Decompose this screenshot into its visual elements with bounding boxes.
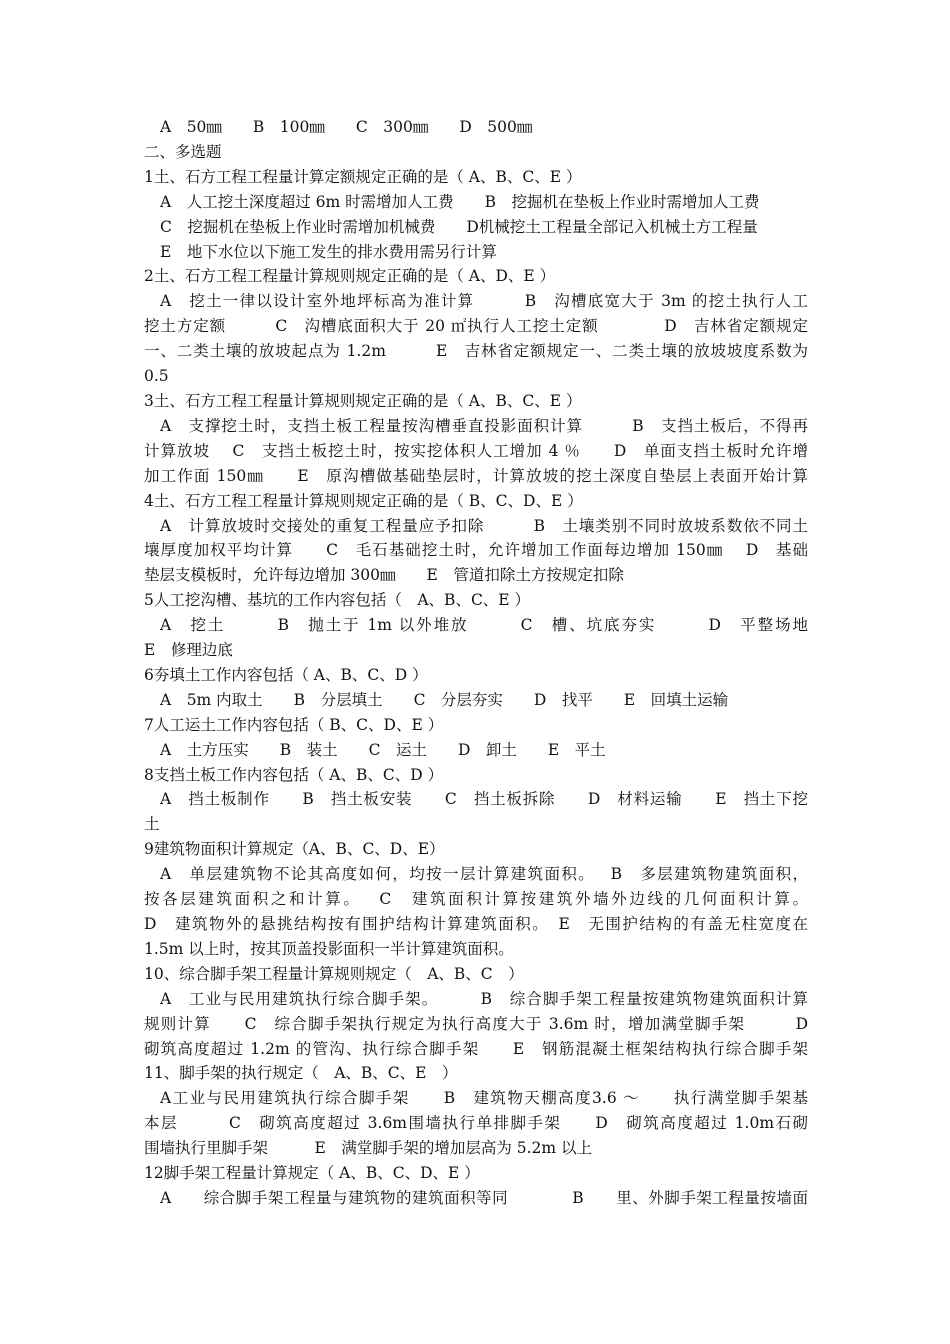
text-line: 1.5m 以上时，按其顶盖投影面积一半计算建筑面积。	[144, 939, 514, 958]
text-line: A 土方压实 B 装土 C 运土 D 卸土 E 平土	[160, 740, 606, 759]
text-line: C 挖掘机在垫板上作业时需增加机械费 D机械挖土工程量全部记入机械土方工程量	[160, 217, 758, 236]
text-line: A 5m 内取土 B 分层填土 C 分层夯实 D 找平 E 回填土运输	[160, 690, 729, 709]
text-line: 5人工挖沟槽、基坑的工作内容包括（ A、B、C、E ）	[144, 591, 531, 610]
text-line: A 人工挖土深度超过 6m 时需增加人工费 B 挖掘机在垫板上作业时需增加人工费	[160, 192, 760, 211]
text-line: 土	[144, 815, 160, 834]
text-line: A 50㎜ B 100㎜ C 300㎜ D 500㎜	[160, 118, 533, 136]
text-line: D 建筑物外的悬挑结构按有围护结构计算建筑面积。 E 无围护结构的有盖无柱宽度在	[144, 915, 808, 933]
text-line: A 综合脚手架工程量与建筑物的建筑面积等同 B 里、外脚手架工程量按墙面	[160, 1188, 808, 1207]
text-line: 本层 C 砌筑高度超过 3.6m围墙执行单排脚手架 D 砌筑高度超过 1.0m石砌	[144, 1114, 808, 1133]
text-line: 0.5	[144, 367, 169, 386]
text-line: A 支撑挖土时，支挡土板工程量按沟槽垂直投影面积计算 B 支挡土板后，不得再	[160, 416, 808, 435]
text-line: A 单层建筑物不论其高度如何，均按一层计算建筑面积。 B 多层建筑物建筑面积，	[160, 865, 808, 884]
text-line: 壤厚度加权平均计算 C 毛石基础挖土时，允许增加工作面每边增加 150㎜ D 基础	[144, 541, 808, 560]
text-line: 垫层支模板时，允许每边增加 300㎜ E 管道扣除土方按规定扣除	[144, 566, 624, 585]
text-line: 挖土方定额 C 沟槽底面积大于 20 ㎡执行人工挖土定额 D 吉林省定额规定	[144, 317, 808, 336]
text-line: 1土、石方工程工程量计算定额规定正确的是（ A、B、C、E ）	[144, 167, 582, 186]
text-line: E 修理边底	[144, 641, 233, 660]
document-body	[144, 115, 808, 1211]
text-line: 规则计算 C 综合脚手架执行规定为执行高度大于 3.6m 时，增加满堂脚手架 D	[144, 1014, 808, 1033]
text-line: A工业与民用建筑执行综合脚手架 B 建筑物天棚高度3.6 ～ 执行满堂脚手架基	[160, 1089, 808, 1108]
text-line: 3土、石方工程工程量计算规则规定正确的是（ A、B、C、E ）	[144, 391, 582, 410]
text-line: 砌筑高度超过 1.2m 的管沟、执行综合脚手架 E 钢筋混凝土框架结构执行综合脚手架	[144, 1039, 808, 1058]
text-line: 围墙执行里脚手架 E 满堂脚手架的增加层高为 5.2m 以上	[144, 1139, 593, 1158]
text-line: 计算放坡 C 支挡土板挖土时，按实挖体积人工增加 4 ％ D 单面支挡土板时允许增	[144, 441, 808, 460]
text-line: E 地下水位以下施工发生的排水费用需另行计算	[160, 242, 497, 261]
text-line: 2土、石方工程工程量计算规则规定正确的是（ A、D、E ）	[144, 267, 556, 286]
text-line: 12脚手架工程量计算规定（ A、B、C、D、E ）	[144, 1164, 480, 1183]
text-line: A 工业与民用建筑执行综合脚手架。 B 综合脚手架工程量按建筑物建筑面积计算	[160, 989, 808, 1008]
text-line: 按各层建筑面积之和计算。 C 建筑面积计算按建筑外墙外边线的几何面积计算。	[144, 890, 808, 909]
text-line: 7人工运土工作内容包括（ B、C、D、E ）	[144, 715, 444, 734]
text-line: 8支挡土板工作内容包括（ A、B、C、D ）	[144, 765, 444, 784]
text-line: 9建筑物面积计算规定（A、B、C、D、E）	[144, 840, 445, 859]
text-line: 加工作面 150㎜ E 原沟槽做基础垫层时，计算放坡的挖土深度自垫层上表面开始计算	[144, 466, 808, 485]
text-line: A 计算放坡时交接处的重复工程量应予扣除 B 土壤类别不同时放坡系数依不同土	[160, 516, 808, 535]
text-line: A 挖土 B 抛土于 1m 以外堆放 C 槽、坑底夯实 D 平整场地	[160, 616, 808, 635]
text-line: 6夯填土工作内容包括（ A、B、C、D ）	[144, 665, 428, 684]
text-line: A 挡土板制作 B 挡土板安装 C 挡土板拆除 D 材料运输 E 挡土下挖	[160, 790, 808, 809]
text-line: 4土、石方工程工程量计算规则规定正确的是（ B、C、D、E ）	[144, 491, 583, 510]
text-line: 10、综合脚手架工程量计算规则规定（ A、B、C ）	[144, 964, 524, 983]
text-line: 11、脚手架的执行规定（ A、B、C、E ）	[144, 1064, 458, 1083]
text-line: A 挖土一律以设计室外地坪标高为准计算 B 沟槽底宽大于 3m 的挖土执行人工	[160, 292, 808, 311]
text-line: 二、多选题	[144, 142, 222, 161]
text-line: 一、二类土壤的放坡起点为 1.2m E 吉林省定额规定一、二类土壤的放坡坡度系数为	[144, 342, 808, 361]
